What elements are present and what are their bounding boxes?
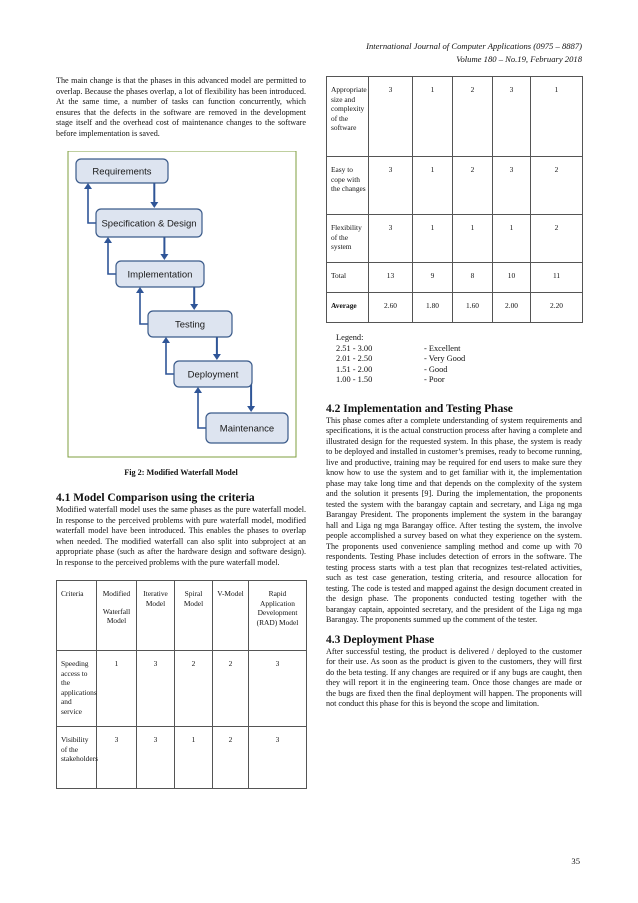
criteria-cell: Easy to cope with the changes bbox=[327, 157, 369, 215]
arrow-head bbox=[190, 304, 198, 310]
intro-paragraph: The main change is that the phases in this advanced model are permitted to overlap. Because the phases overlap, a lot of flexibility has been introduced. At the same time, a number of tasks can function concurrently, which ensures that the defects in the software are removed in the development stage itself and the overhead cost of maintenance changes to the software before implementation is saved. bbox=[56, 76, 306, 138]
value-cell: 1 bbox=[453, 215, 493, 263]
arrow-head bbox=[162, 337, 170, 343]
header-iterative: Iterative Model bbox=[137, 581, 175, 651]
comparison-table-left bbox=[56, 580, 307, 789]
table-row bbox=[57, 727, 307, 789]
value-cell: 2 bbox=[453, 157, 493, 215]
value-cell: 2 bbox=[213, 727, 249, 789]
value-cell: 3 bbox=[493, 157, 531, 215]
value-cell: 2 bbox=[213, 651, 249, 727]
right-column bbox=[326, 76, 582, 710]
legend-item: 2.51 - 3.00 - Excellent bbox=[336, 343, 461, 353]
section-4-1-title: 4.1 Model Comparison using the criteria bbox=[56, 492, 255, 504]
table-header-row bbox=[57, 581, 307, 651]
section-4-3-paragraph: After successful testing, the product is delivered / deployed to the customer for their use. As soon as the product is given to the customers, they will first do the beta testing. If any changes are required or if any bugs are caught, then they will report it in the engineering team. Once those changes are made or the bugs are fixed then the final deployment will happen. The proponents will not conduct this phase for this is beyond the scope and limitation. bbox=[326, 646, 582, 708]
feedback-arrow bbox=[88, 185, 96, 223]
box-label-implementation: Implementation bbox=[127, 269, 193, 281]
value-cell: 13 bbox=[369, 263, 413, 293]
figure-frame bbox=[68, 151, 296, 457]
feedback-arrow bbox=[166, 339, 174, 374]
comparison-table-right bbox=[326, 76, 583, 323]
value-cell: 2.20 bbox=[531, 293, 583, 323]
criteria-cell: Speeding access to the applications and service bbox=[57, 651, 97, 727]
criteria-cell: Flexibility of the system bbox=[327, 215, 369, 263]
value-cell: 1 bbox=[493, 215, 531, 263]
header-criteria: Criteria bbox=[57, 581, 97, 651]
left-column bbox=[56, 76, 306, 789]
arrow-head bbox=[247, 406, 255, 412]
arrow-head bbox=[84, 183, 92, 189]
table-row bbox=[327, 77, 583, 157]
value-cell: 1.60 bbox=[453, 293, 493, 323]
value-cell: 1 bbox=[413, 215, 453, 263]
arrow-head bbox=[104, 237, 112, 243]
value-cell: 10 bbox=[493, 263, 531, 293]
value-cell: 2 bbox=[453, 77, 493, 157]
arrow-head bbox=[213, 354, 221, 360]
section-4-2-title: 4.2 Implementation and Testing Phase bbox=[326, 402, 513, 415]
header-modified-waterfall: Modified Waterfall Model bbox=[97, 581, 137, 651]
feedback-arrow bbox=[108, 239, 116, 274]
value-cell: 3 bbox=[249, 727, 307, 789]
journal-header bbox=[366, 40, 582, 66]
criteria-cell: Total bbox=[327, 263, 369, 293]
value-cell: 11 bbox=[531, 263, 583, 293]
modified-waterfall-figure bbox=[56, 151, 306, 466]
feedback-arrow bbox=[140, 289, 148, 324]
value-cell: 1 bbox=[175, 727, 213, 789]
value-cell: 3 bbox=[493, 77, 531, 157]
legend bbox=[326, 333, 582, 386]
value-cell: 1 bbox=[413, 77, 453, 157]
figure-boxes bbox=[76, 159, 288, 443]
criteria-cell: Average bbox=[327, 293, 369, 323]
value-cell: 3 bbox=[369, 215, 413, 263]
journal-name: International Journal of Computer Applications (0975 – 8887) bbox=[366, 41, 582, 51]
box-label-maintenance: Maintenance bbox=[219, 423, 275, 435]
section-4-2-paragraph: This phase comes after a complete understanding of system requirements and specifications, it is the actual construction process after having a complete and illustrated design for the requested system. In this phase, the system is ready to be deployed and installed in customer’s premises, ready to become running, live and productive, training may be required for end users to make sure they know how to use the system and to get familiar with it, the implementation phase may take long time and that depends on the complexity of the system and the solution it presents [9]. During the implementation, the proponents tested the system with the barangay captain and secretary, and Liga ng mga Barangay President. The proponents implement the system in the barangay hall and Liga ng mga Barangay office. After testing the system, the involve people accomplished a survey based on what they experience on the system. The proponents used convenience sampling method and come up with 70 respondents. Testing Phase includes detection of errors in the software. The testing process starts with a test plan that recognizes test-related activities, such as test case generation, testing criteria, and resource allocation for testing. The code is tested and mapped against the design document created in the design phase. The proponents conducted testing together with the barangay captain, appointed secretary, and the president of the Liga ng mga Barangay. The proponents summed up the comment of the tester. bbox=[326, 415, 582, 624]
box-label-deployment: Deployment bbox=[187, 369, 239, 381]
value-cell: 1 bbox=[97, 651, 137, 727]
value-cell: 3 bbox=[97, 727, 137, 789]
value-cell: 3 bbox=[369, 77, 413, 157]
section-4-3-title: 4.3 Deployment Phase bbox=[326, 633, 435, 646]
legend-item: 1.51 - 2.00 - Good bbox=[336, 364, 448, 374]
table-row-average bbox=[327, 293, 583, 323]
value-cell: 2 bbox=[531, 215, 583, 263]
table-row bbox=[327, 157, 583, 215]
arrow-head bbox=[194, 387, 202, 393]
header-v-model: V-Model bbox=[213, 581, 249, 651]
legend-title: Legend: bbox=[336, 333, 364, 342]
value-cell: 1.80 bbox=[413, 293, 453, 323]
value-cell: 2.60 bbox=[369, 293, 413, 323]
page-number: 35 bbox=[571, 856, 580, 866]
legend-item: 2.01 - 2.50 - Very Good bbox=[336, 354, 466, 363]
box-label-requirements: Requirements bbox=[92, 166, 152, 178]
section-4-1-paragraph: Modified waterfall model uses the same phases as the pure waterfall model. In response to the perceived problems with pure waterfall model, modified waterfall model have been introduced. This enables the phases to overlap when needed. The modified waterfall can also split into subproject at an appropriate phase (such as after the hardware design and software design). In response to the perceived problems with the pure waterfall model. bbox=[56, 505, 306, 567]
value-cell: 3 bbox=[137, 727, 175, 789]
figure-caption: Fig 2: Modified Waterfall Model bbox=[124, 468, 238, 477]
value-cell: 2 bbox=[175, 651, 213, 727]
value-cell: 2 bbox=[531, 157, 583, 215]
value-cell: 2.00 bbox=[493, 293, 531, 323]
arrow-head bbox=[160, 254, 168, 260]
table-row bbox=[57, 651, 307, 727]
value-cell: 1 bbox=[531, 77, 583, 157]
journal-volume: Volume 180 – No.19, February 2018 bbox=[456, 54, 582, 64]
arrow-head bbox=[150, 202, 158, 208]
criteria-cell: Appropriate size and complexity of the software bbox=[327, 77, 369, 157]
box-label-specification-design: Specification & Design bbox=[101, 218, 197, 230]
table-row-total bbox=[327, 263, 583, 293]
value-cell: 8 bbox=[453, 263, 493, 293]
value-cell: 3 bbox=[249, 651, 307, 727]
arrow-head bbox=[136, 287, 144, 293]
value-cell: 9 bbox=[413, 263, 453, 293]
value-cell: 1 bbox=[413, 157, 453, 215]
value-cell: 3 bbox=[137, 651, 175, 727]
table-row bbox=[327, 215, 583, 263]
box-label-testing: Testing bbox=[174, 319, 206, 331]
feedback-arrow bbox=[198, 389, 206, 428]
header-spiral: Spiral Model bbox=[175, 581, 213, 651]
legend-item: 1.00 - 1.50 - Poor bbox=[336, 375, 445, 384]
criteria-cell: Visibility of the stakeholders bbox=[57, 727, 97, 789]
header-rad: Rapid Application Development (RAD) Model bbox=[249, 581, 307, 651]
value-cell: 3 bbox=[369, 157, 413, 215]
